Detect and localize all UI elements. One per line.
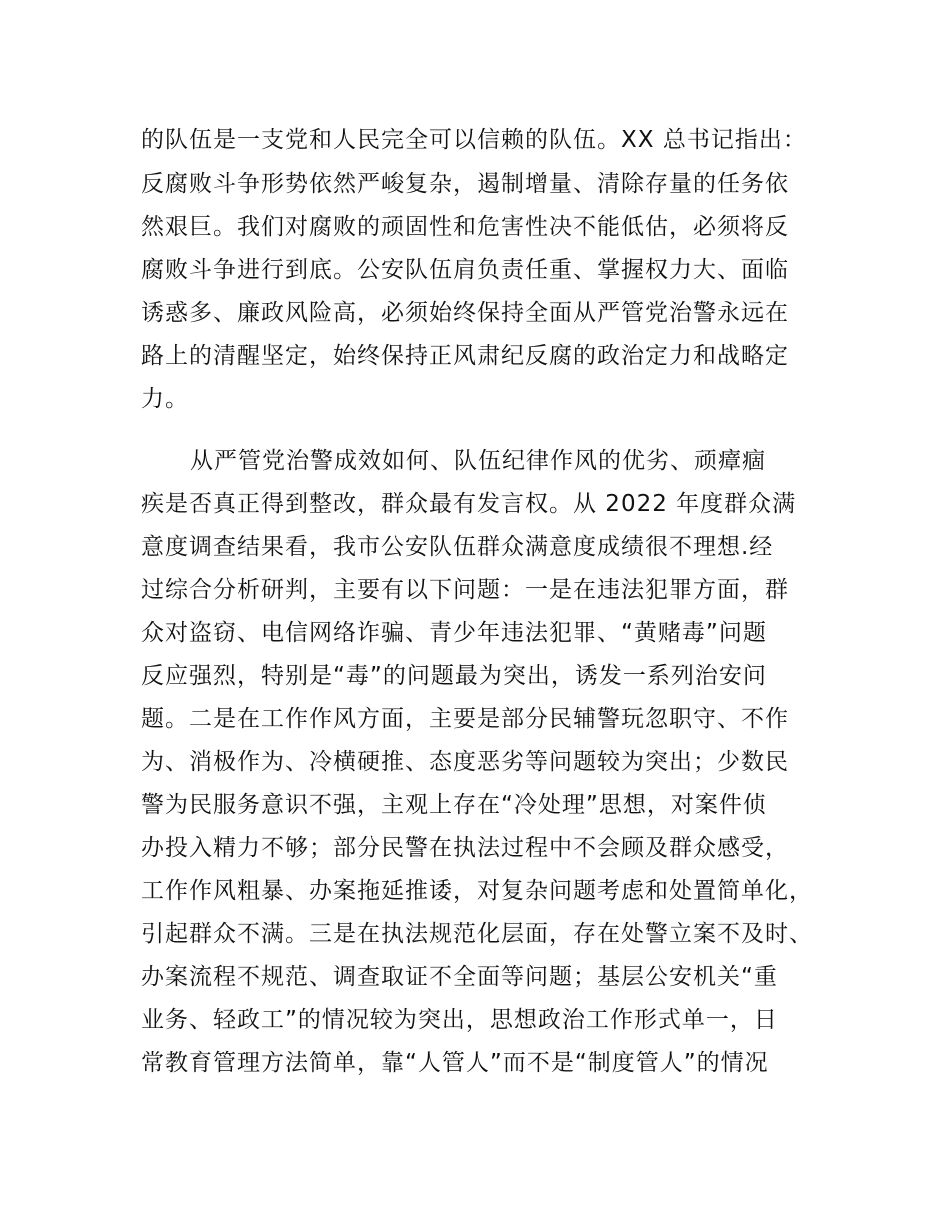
text-line: 疾是否真正得到整改，群众最有发言权。从 2022 年度群众满 — [141, 491, 797, 517]
text-line: 然艰巨。我们对腐败的顽固性和危害性决不能低估，必须将反 — [141, 214, 789, 240]
text-line: 的队伍是一支党和人民完全可以信赖的队伍。XX 总书记指出： — [141, 127, 807, 153]
text-line: 意度调查结果看，我市公安队伍群众满意度成绩很不理想.经 — [141, 534, 774, 560]
text-line: 办案流程不规范、调查取证不全面等问题；基层公安机关“重 — [141, 964, 778, 990]
text-line: 众对盗窃、电信网络诈骗、青少年违法犯罪、“黄赌毒”问题 — [141, 620, 767, 646]
text-line: 力。 — [141, 386, 189, 412]
text-line: 常教育管理方法简单，靠“人管人”而不是“制度管人”的情况 — [141, 1050, 769, 1076]
text-line: 诱惑多、廉政风险高，必须始终保持全面从严管党治警永远在 — [141, 300, 789, 326]
text-line: 为、消极作为、冷横硬推、态度恶劣等问题较为突出；少数民 — [141, 749, 789, 775]
text-line: 路上的清醒坚定，始终保持正风肃纪反腐的政治定力和战略定 — [141, 343, 789, 369]
text-line: 引起群众不满。三是在执法规范化层面，存在处警立案不及时、 — [141, 921, 813, 947]
text-line: 办投入精力不够；部分民警在执法过程中不会顾及群众感受， — [141, 835, 789, 861]
text-line: 工作作风粗暴、办案拖延推诿，对复杂问题考虑和处置简单化， — [141, 878, 813, 904]
text-line: 业务、轻政工”的情况较为突出，思想政治工作形式单一，日 — [141, 1007, 778, 1033]
text-line: 题。二是在工作作风方面，主要是部分民辅警玩忽职守、不作 — [141, 706, 789, 732]
text-line: 警为民服务意识不强，主观上存在“冷处理”思想，对案件侦 — [141, 792, 767, 818]
text-line: 反应强烈，特别是“毒”的问题最为突出，诱发一系列治安问 — [141, 663, 767, 689]
text-line: 反腐败斗争形势依然严峻复杂，遏制增量、清除存量的任务依 — [141, 171, 789, 197]
text-line: 过综合分析研判，主要有以下问题：一是在违法犯罪方面，群 — [141, 577, 789, 603]
text-line: 腐败斗争进行到底。公安队伍肩负责任重、掌握权力大、面临 — [141, 257, 789, 283]
paragraph-first-line: 从严管党治警成效如何、队伍纪律作风的优劣、顽瘴痼 — [190, 448, 766, 474]
